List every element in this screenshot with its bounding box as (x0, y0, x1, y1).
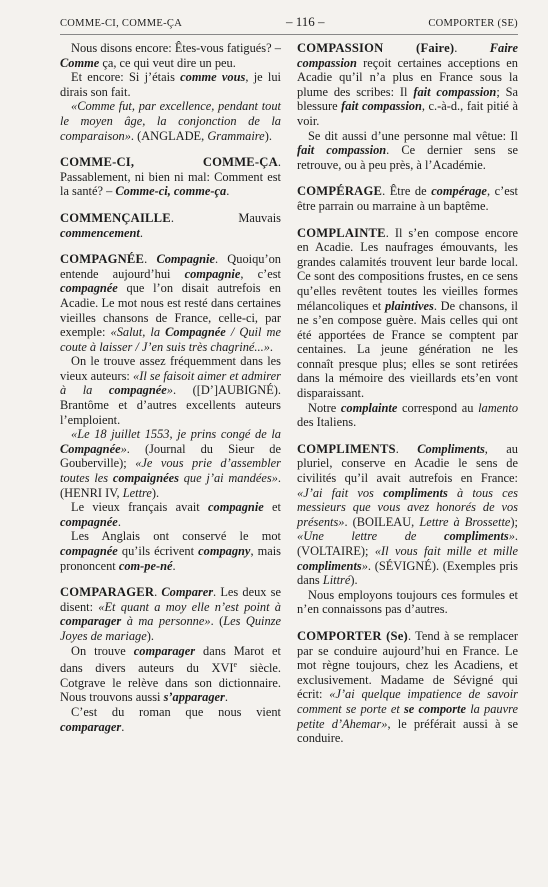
headword: COMPASSION (Faire) (297, 41, 455, 55)
paragraph: COMMENÇAILLE. Mauvais commencement. (60, 210, 281, 240)
paragraph: COMPARAGER. Comparer. Les deux se disent: «Et quant a moy elle n’est point à comparager à ma personne». (Les Quinze Joyes de mariage). (60, 585, 281, 643)
page-number: – 116 – (285, 14, 325, 29)
headword: COMPLAINTE (297, 225, 386, 240)
entry-compliments (297, 442, 518, 617)
paragraph: COMPASSION (Faire). Faire compassion reçoit certaines acceptions en Acadie qu’il n’a plus en France sous la plume des scribes: Il fait compassion; Sa blessure fait compassion, c.-à-d., fait pitié à voir. (297, 41, 519, 128)
paragraph: COMPÉRAGE. Être de compérage, c’est être parrain ou marraine à un baptême. (297, 184, 518, 213)
entry-comme-continued (60, 41, 281, 143)
entry-commencaille (60, 211, 281, 240)
headword: COMPLIMENTS (297, 441, 396, 456)
entry-comparager (60, 585, 281, 734)
running-header (60, 14, 518, 35)
paragraph: Les Anglais ont conservé le mot compagnée qu’ils écrivent compagny, mais prononcent com-pe-né. (60, 529, 281, 573)
paragraph: COMPORTER (Se). Tend à se remplacer par se conduire aujourd’hui en France. Le mot règne toujours, chez les Acadiens, et exclusivement. Madame de Sévigné qui écrit: «J’ai quelque impatience de savoir comment se porte et se comporte la pauvre petite d’Ahemar», le préférait aussi à se conduire. (297, 628, 518, 746)
paragraph: COMME-CI, COMME-ÇA. Passablement, ni bien ni mal: Comment est la santé? – Comme-ci, comme-ça. (60, 155, 281, 199)
headword: COMMENÇAILLE (60, 210, 171, 225)
headword: COMPARAGER (60, 585, 155, 600)
paragraph: Nous employons toujours ces formules et n’en connaissons pas d’autres. (297, 587, 518, 617)
header-left-guide-word: COMME-CI, COMME-ÇA (60, 18, 183, 29)
paragraph: Et encore: Si j’étais comme vous, je lui dirais son fait. (60, 70, 281, 99)
quotation: «Comme fut, par excellence, pendant tout le moyen âge, la conjonction de la comparaison». (ANGLADE, Grammaire). (60, 99, 281, 143)
headword: COMME-CI, COMME-ÇA (60, 155, 278, 170)
paragraph: Nous disons encore: Êtes-vous fatigués? – Comme ça, ce qui veut dire un peu. (60, 41, 281, 70)
paragraph: On le trouve assez fréquemment dans les vieux auteurs: «Il se faisoit aimer et admirer à la compagnée». ([D’]AUBIGNÉ). Brantôme et d’autres excellents auteurs l’emploient. (60, 354, 282, 427)
paragraph: Se dit aussi d’une personne mal vêtue: Il fait compassion. Ce dernier sens se retrouve, ou à peu près, à l’Académie. (297, 128, 519, 172)
entry-complainte (297, 226, 518, 430)
paragraph: Notre complainte correspond au lamento des Italiens. (297, 400, 519, 430)
left-column (60, 41, 281, 746)
entry-compassion (297, 41, 518, 172)
header-right-guide-word: COMPORTER (SE) (428, 18, 518, 29)
paragraph: COMPLIMENTS. Compliments, au pluriel, conserve en Acadie le sens de civilités qu’il avait autrefois en France: «J’ai fait vos compliments à tous ces messieurs que vous avez honorés de vos présents». (BOILEAU, Lettre à Brossette); «Une lettre de compliments». (VOLTAIRE); «Il vous fait mille et mille compliments». (SÉVIGNÉ). (Exemples pris dans Littré). (297, 441, 519, 588)
entry-comporter (297, 629, 518, 746)
paragraph: C’est du roman que nous vient comparager. (60, 705, 281, 734)
paragraph: Le vieux français avait compagnie et compagnée. (60, 500, 282, 529)
headword: COMPÉRAGE (297, 184, 383, 199)
headword: COMPORTER (Se) (297, 628, 408, 643)
entry-comperage (297, 184, 518, 213)
entry-comme-ci-comme-ca (60, 155, 281, 199)
headword: COMPAGNÉE (60, 252, 145, 267)
quotation: «Le 18 juillet 1553, je prins congé de la Compagnée». (Journal du Sieur de Gouberville); «Je vous prie d’assembler toutes les compaignées que j’ai mandées». (HENRI IV, Lettre). (60, 427, 281, 500)
paragraph: On trouve comparager dans Marot et dans divers auteurs du XVIe siècle. Cotgrave le relève dans son dictionnaire. Nous trouvons aussi s’apparager. (60, 643, 282, 705)
entry-compagnee (60, 252, 281, 573)
paragraph: COMPAGNÉE. Compagnie. Quoiqu’on entende aujourd’hui compagnie, c’est compagnée que l’on disait autrefois en Acadie. Le mot nous est resté dans certaines vieilles chansons de France, celle-ci, par exemple: «Salut, la Compagnée / Quil me coute à laisser / J’en suis très chagriné...». (60, 252, 281, 354)
right-column (297, 41, 518, 746)
paragraph: COMPLAINTE. Il s’en compose encore en Acadie. Les naufrages émouvants, les grandes calamités trouvent leur barde local. Ce sont des compositions frustes, en ce sens qu’elles revêtent toutes les vieilles formes mélancoliques et plaintives. De chansons, il ne s’en compose guère. Mais celles qui ont été apportées de France se comptent par centaines. La jeune génération ne les connaît presque plus; elles se sont retirées dans la mémoire des vieillards ets’en vont disparaissant. (297, 225, 518, 401)
